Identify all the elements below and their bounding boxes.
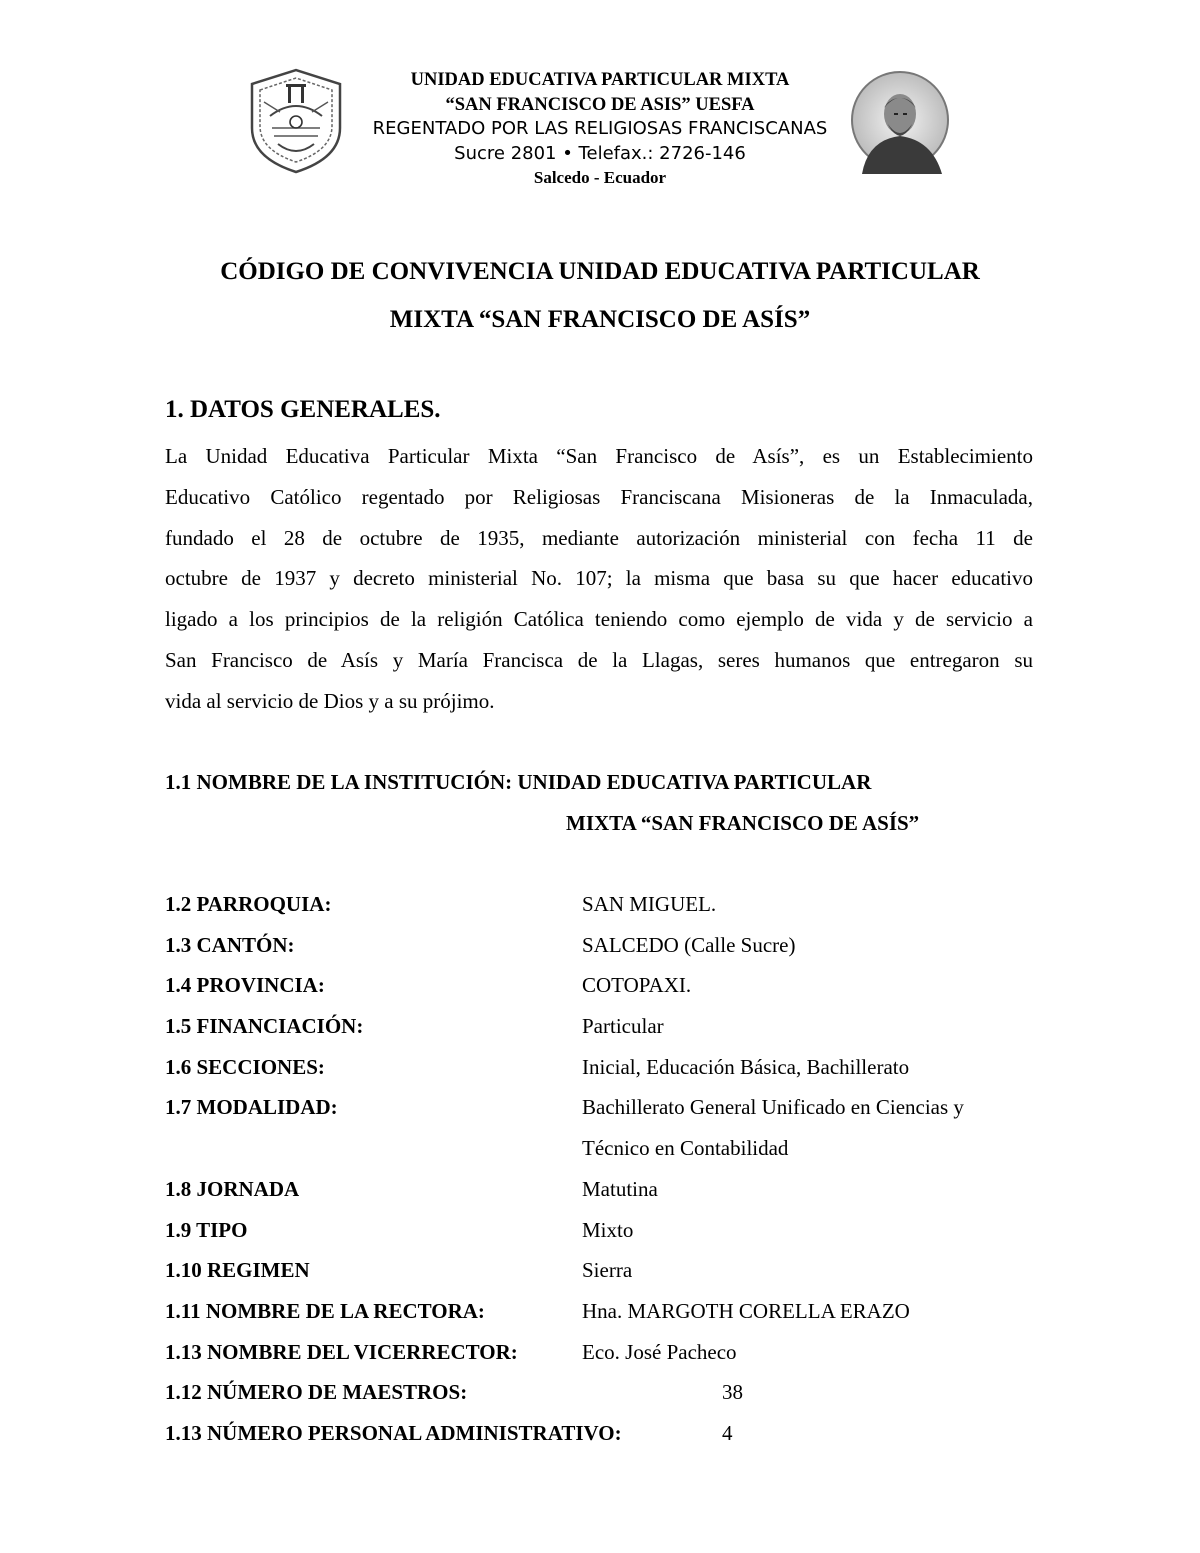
list-item <box>165 1210 1065 1251</box>
list-item <box>165 1413 1065 1454</box>
letterhead <box>240 66 960 196</box>
field-label: 1.6 SECCIONES: <box>165 1054 325 1079</box>
field-value: SALCEDO (Calle Sucre) <box>582 932 796 957</box>
list-item <box>165 1291 1065 1332</box>
school-short-name: “SAN FRANCISCO DE ASIS” UESFA <box>445 94 755 115</box>
field-label: 1.3 CANTÓN: <box>165 932 295 957</box>
field-label: 1.11 NOMBRE DE LA RECTORA: <box>165 1298 485 1323</box>
address-line: Sucre 2801 • Telefax.: 2726-146 <box>454 142 746 164</box>
paragraph-line: San Francisco de Asís y María Francisca de la Llagas, seres humanos que entregaron su <box>165 647 1033 672</box>
section-heading: 1. DATOS GENERALES. <box>165 396 441 423</box>
field-label: 1.2 PARROQUIA: <box>165 892 332 916</box>
paragraph-line: vida al servicio de Dios y a su prójimo. <box>165 688 495 713</box>
list-item <box>165 1128 1065 1169</box>
field-value: 4 <box>722 1420 733 1445</box>
field-value: Bachillerato General Unificado en Ciencias y <box>582 1095 964 1120</box>
field-label: 1.4 PROVINCIA: <box>165 973 325 998</box>
field-label: 1.8 JORNADA <box>165 1176 300 1201</box>
field-value: Mixto <box>582 1217 634 1242</box>
institution-value-line-1: UNIDAD EDUCATIVA PARTICULAR <box>517 770 872 794</box>
field-value: COTOPAXI. <box>582 973 692 998</box>
list-item <box>165 1169 1065 1210</box>
field-value: Matutina <box>582 1176 658 1201</box>
general-data-list <box>165 884 1065 1454</box>
field-value: Inicial, Educación Básica, Bachillerato <box>582 1054 910 1079</box>
field-value: SAN MIGUEL. <box>582 892 717 916</box>
paragraph-line: fundado el 28 de octubre de 1935, mediante autorización ministerial con fecha 11 de <box>165 525 1033 550</box>
city-line: Salcedo - Ecuador <box>533 168 667 187</box>
field-value: Técnico en Contabilidad <box>582 1136 789 1161</box>
general-data-paragraph <box>165 436 1033 722</box>
field-value: Eco. José Pacheco <box>582 1339 737 1364</box>
field-label: 1.9 TIPO <box>165 1217 248 1242</box>
field-value: Particular <box>582 1014 664 1039</box>
list-item <box>165 1332 1065 1373</box>
field-label: 1.10 REGIMEN <box>165 1258 310 1283</box>
institution-label: 1.1 NOMBRE DE LA INSTITUCIÓN: <box>165 770 513 794</box>
document-title <box>100 248 1100 344</box>
title-line-1: CÓDIGO DE CONVIVENCIA UNIDAD EDUCATIVA PARTICULAR <box>220 258 980 285</box>
field-label: 1.13 NÚMERO PERSONAL ADMINISTRATIVO: <box>165 1420 622 1445</box>
list-item <box>165 1087 1065 1128</box>
title-line-2: MIXTA “SAN FRANCISCO DE ASÍS” <box>389 306 811 333</box>
list-item <box>165 884 1065 925</box>
paragraph-line: Educativo Católico regentado por Religiosas Franciscana Misioneras de la Inmaculada, <box>165 484 1033 509</box>
institution-name-block <box>165 762 1065 835</box>
list-item <box>165 1372 1065 1413</box>
list-item <box>165 1047 1065 1088</box>
field-label: 1.7 MODALIDAD: <box>165 1095 338 1120</box>
saint-portrait-icon <box>848 70 952 174</box>
school-name-line: UNIDAD EDUCATIVA PARTICULAR MIXTA <box>410 70 790 90</box>
list-item <box>165 925 1065 966</box>
field-label: 1.5 FINANCIACIÓN: <box>165 1014 364 1039</box>
field-value: Hna. MARGOTH CORELLA ERAZO <box>582 1298 910 1323</box>
field-value: 38 <box>722 1380 743 1405</box>
paragraph-line: octubre de 1937 y decreto ministerial No. 107; la misma que basa su que hacer educativo <box>165 566 1033 591</box>
list-item <box>165 965 1065 1006</box>
paragraph-line: ligado a los principios de la religión Católica teniendo como ejemplo de vida y de servicio a <box>165 607 1033 632</box>
regency-line: REGENTADO POR LAS RELIGIOSAS FRANCISCANAS <box>372 118 828 139</box>
field-label: 1.12 NÚMERO DE MAESTROS: <box>165 1380 468 1405</box>
field-value: Sierra <box>582 1258 633 1283</box>
institution-value-line-2: MIXTA “SAN FRANCISCO DE ASÍS” <box>566 811 920 835</box>
list-item <box>165 1006 1065 1047</box>
paragraph-line: La Unidad Educativa Particular Mixta “San Francisco de Asís”, es un Establecimiento <box>165 444 1033 468</box>
list-item <box>165 1250 1065 1291</box>
field-label: 1.13 NOMBRE DEL VICERRECTOR: <box>165 1339 518 1364</box>
